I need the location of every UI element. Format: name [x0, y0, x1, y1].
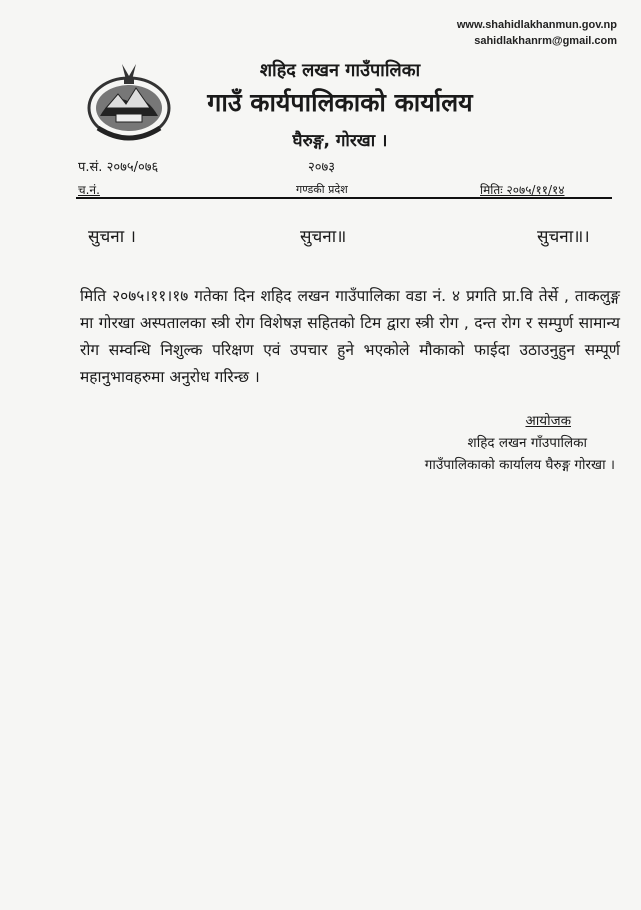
organizer-org: शहिद लखन गाँउपालिका: [467, 435, 587, 451]
website-text: www.shahidlakhanmun.gov.np: [456, 19, 617, 31]
office-title: गाउँ कार्यपालिकाको कार्यालय: [207, 88, 473, 117]
municipality-name: शहिद लखन गाउँपालिका: [259, 60, 421, 81]
reference-number: प.सं. २०७५/०७६: [78, 160, 159, 175]
organizer-office: गाउँपालिकाको कार्यालय घैरुङ्ग गोरखा ।: [424, 457, 615, 473]
header-divider: [76, 197, 612, 199]
signature-block: [425, 410, 615, 476]
notice-heading-1: सुचना ।: [88, 227, 136, 247]
year-label: २०७३: [308, 160, 336, 175]
letter-date: मितिः २०७५/११/१४: [480, 183, 565, 197]
dispatch-number: च.नं.: [78, 183, 100, 197]
nepal-emblem-icon: [86, 58, 172, 144]
notice-heading-3: सुचना॥।: [537, 227, 590, 247]
contact-block: [457, 17, 617, 49]
notice-heading-2: सुचना॥: [300, 227, 347, 247]
email-text: sahidlakhanrm@gmail.com: [474, 35, 617, 47]
organizer-label: आयोजक: [525, 413, 571, 429]
office-location: घैरुङ्ग, गोरखा ।: [292, 131, 388, 151]
notice-body: मिति २०७५।११।१७ गतेका दिन शहिद लखन गाउँपालिका वडा नं. ४ प्रगति प्रा.वि तेर्से , ताकलुङ्ग मा गोरखा अस्पतालका स्त्री रोग विशेषज्ञ सहितको टिम द्वारा स्त्री रोग , दन्त रोग र सम्पुर्ण सामान्य रोग सम्वन्धि निशुल्क परिक्षण एवं उपचार हुने भएकोले मौकाको फाईदा उठाउनुहुन सम्पूर्ण महानुभावहरुमा अनुरोध गरिन्छ ।: [80, 287, 620, 386]
province-name: गण्डकी प्रदेश: [296, 183, 348, 196]
